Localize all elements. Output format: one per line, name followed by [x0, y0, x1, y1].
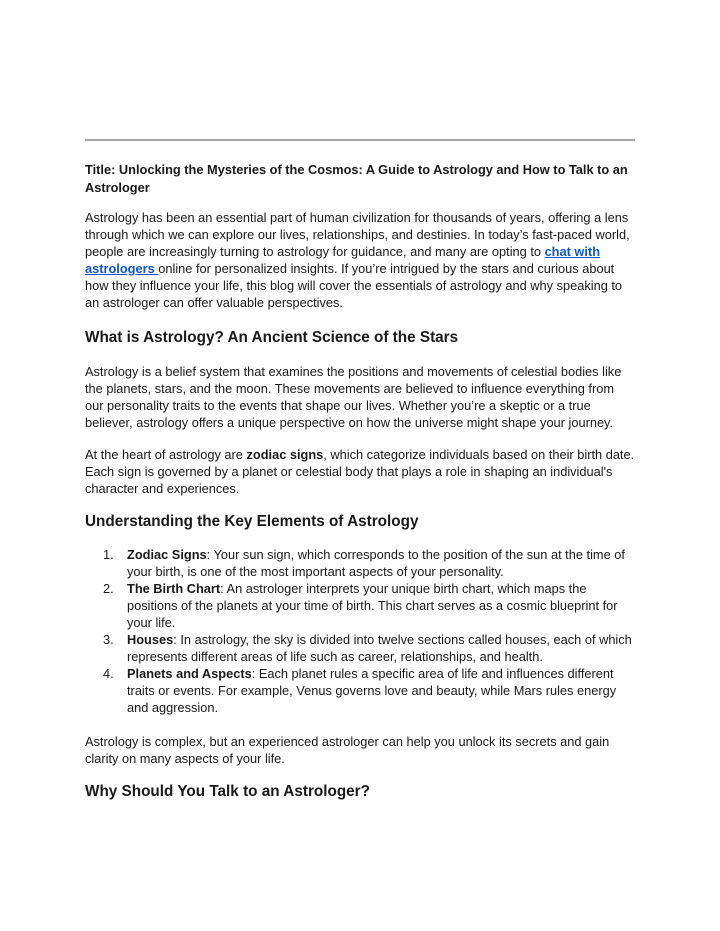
list-item-number: 3. [103, 632, 114, 647]
list-item-term: The Birth Chart [127, 581, 221, 596]
list-item [85, 631, 635, 665]
section1-p2-after: , which categorize individuals based on their birth date. Each sign is governed by a planet or celestial body that plays a role in shaping an individual's character and experiences. [85, 447, 635, 496]
list-item-text: : Each planet rules a specific area of life and influences different traits or events. For example, Venus governs love and beauty, while Mars rules energy and aggression. [127, 666, 617, 715]
section-heading-why-talk-to-astrologer: Why Should You Talk to an Astrologer? [85, 783, 370, 800]
list-item-number: 2. [103, 581, 114, 596]
section1-paragraph-1: Astrology is a belief system that examines the positions and movements of celestial bodies like the planets, stars, and the moon. These movements are believed to influence everything from our personality traits to the events that shape our lives. Whether you’re a skeptic or a true believer, astrology offers a unique perspective on how the universe might shape your journey. [85, 364, 622, 430]
list-item-number: 1. [103, 547, 114, 562]
list-item-term: Zodiac Signs [127, 547, 207, 562]
list-item-text: : In astrology, the sky is divided into twelve sections called houses, each of which represents different areas of life such as career, relationships, and health. [127, 632, 632, 664]
zodiac-signs-term: zodiac signs [246, 447, 324, 462]
key-elements-list [85, 546, 635, 716]
intro-text-after-link: online for personalized insights. If you’re intrigued by the stars and curious about how they influence your life, this blog will cover the essentials of astrology and why speaking to an astrologer can offer valuable perspectives. [85, 261, 623, 310]
list-item-text: : An astrologer interprets your unique birth chart, which maps the positions of the planets at your time of birth. This chart serves as a cosmic blueprint for your life. [127, 581, 618, 630]
section2-closing-paragraph: Astrology is complex, but an experienced astrologer can help you unlock its secrets and gain clarity on many aspects of your life. [85, 734, 610, 766]
intro-text-before-link: Astrology has been an essential part of human civilization for thousands of years, offering a lens through which we can explore our lives, relationships, and destinies. In today’s fast-paced world, people are increasingly turning to astrology for guidance, and many are opting to [85, 210, 630, 259]
list-item-term: Houses [127, 632, 174, 647]
list-item-number: 4. [103, 666, 114, 681]
list-item [85, 665, 635, 716]
horizontal-divider [85, 139, 635, 141]
section-heading-key-elements: Understanding the Key Elements of Astrology [85, 513, 419, 530]
list-item-text: : Your sun sign, which corresponds to the position of the sun at the time of your birth, is one of the most important aspects of your personality. [127, 547, 625, 579]
list-item-term: Planets and Aspects [127, 666, 252, 681]
section1-paragraph-2 [85, 446, 635, 497]
chat-with-astrologers-link[interactable]: chat with astrologers [85, 244, 601, 276]
intro-paragraph [85, 209, 635, 311]
section1-p2-before: At the heart of astrology are [85, 447, 247, 462]
document-title: Title: Unlocking the Mysteries of the Cosmos: A Guide to Astrology and How to Talk to an Astrologer [85, 162, 628, 195]
section-heading-what-is-astrology: What is Astrology? An Ancient Science of the Stars [85, 329, 459, 346]
list-item [85, 580, 635, 631]
list-item [85, 546, 635, 580]
